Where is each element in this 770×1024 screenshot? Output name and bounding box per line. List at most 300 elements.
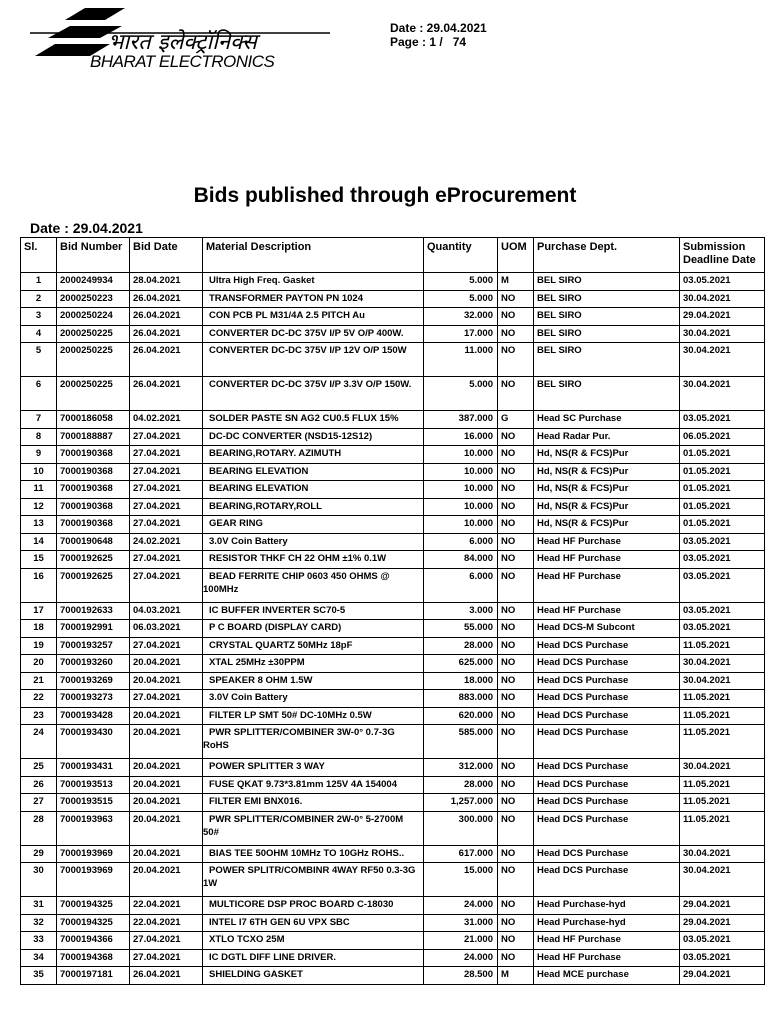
- table-row: [21, 463, 765, 481]
- cell-bid-number: 7000193515: [57, 794, 130, 812]
- cell-bid-date: 24.02.2021: [130, 533, 203, 551]
- cell-bid-number: 7000190368: [57, 481, 130, 499]
- header-meta: [390, 21, 487, 49]
- cell-deadline: 01.05.2021: [680, 463, 765, 481]
- cell-quantity: 6.000: [424, 533, 498, 551]
- cell-purchase-dept: Head DCS Purchase: [534, 655, 680, 673]
- cell-quantity: 18.000: [424, 672, 498, 690]
- cell-quantity: 24.000: [424, 949, 498, 967]
- cell-purchase-dept: Head DCS Purchase: [534, 690, 680, 708]
- cell-quantity: 28.000: [424, 637, 498, 655]
- cell-quantity: 32.000: [424, 308, 498, 326]
- cell-purchase-dept: Head DCS Purchase: [534, 707, 680, 725]
- cell-quantity: 31.000: [424, 914, 498, 932]
- cell-material-description: IC BUFFER INVERTER SC70-5: [203, 602, 424, 620]
- cell-quantity: 10.000: [424, 446, 498, 464]
- cell-deadline: 29.04.2021: [680, 914, 765, 932]
- cell-uom: NO: [498, 463, 534, 481]
- cell-deadline: 03.05.2021: [680, 949, 765, 967]
- cell-serial: 27: [21, 794, 57, 812]
- cell-bid-number: 7000192991: [57, 620, 130, 638]
- cell-purchase-dept: BEL SIRO: [534, 325, 680, 343]
- cell-material-description: SOLDER PASTE SN AG2 CU0.5 FLUX 15%: [203, 411, 424, 429]
- bel-logo: [30, 6, 340, 76]
- cell-deadline: 06.05.2021: [680, 428, 765, 446]
- cell-bid-number: 7000193257: [57, 637, 130, 655]
- cell-bid-number: 7000193260: [57, 655, 130, 673]
- cell-purchase-dept: Head DCS Purchase: [534, 776, 680, 794]
- cell-bid-number: 7000190368: [57, 516, 130, 534]
- cell-serial: 12: [21, 498, 57, 516]
- cell-material-description: BEARING ELEVATION: [203, 463, 424, 481]
- cell-quantity: 617.000: [424, 845, 498, 863]
- table-row: [21, 411, 765, 429]
- column-header: Bid Date: [130, 238, 203, 273]
- cell-serial: 30: [21, 863, 57, 897]
- cell-bid-date: 06.03.2021: [130, 620, 203, 638]
- table-row: [21, 707, 765, 725]
- cell-serial: 16: [21, 568, 57, 602]
- cell-bid-number: 7000186058: [57, 411, 130, 429]
- cell-bid-number: 7000192625: [57, 568, 130, 602]
- cell-quantity: 24.000: [424, 897, 498, 915]
- cell-deadline: 30.04.2021: [680, 759, 765, 777]
- column-header: Material Description: [203, 238, 424, 273]
- cell-material-description: FILTER LP SMT 50# DC-10MHz 0.5W: [203, 707, 424, 725]
- cell-purchase-dept: Head HF Purchase: [534, 568, 680, 602]
- column-header: Sl.: [21, 238, 57, 273]
- page-number: Page : 1 / 74: [390, 35, 467, 49]
- table-row: [21, 377, 765, 411]
- cell-uom: NO: [498, 533, 534, 551]
- cell-serial: 24: [21, 725, 57, 759]
- cell-material-description: BEAD FERRITE CHIP 0603 450 OHMS @ 100MHz: [203, 568, 424, 602]
- cell-deadline: 30.04.2021: [680, 863, 765, 897]
- cell-uom: NO: [498, 914, 534, 932]
- cell-quantity: 5.000: [424, 290, 498, 308]
- cell-serial: 33: [21, 932, 57, 950]
- cell-uom: NO: [498, 897, 534, 915]
- cell-serial: 11: [21, 481, 57, 499]
- cell-quantity: 3.000: [424, 602, 498, 620]
- cell-serial: 9: [21, 446, 57, 464]
- cell-deadline: 03.05.2021: [680, 273, 765, 291]
- cell-purchase-dept: Head HF Purchase: [534, 551, 680, 569]
- cell-deadline: 03.05.2021: [680, 932, 765, 950]
- cell-uom: NO: [498, 811, 534, 845]
- cell-purchase-dept: Head SC Purchase: [534, 411, 680, 429]
- table-row: [21, 551, 765, 569]
- cell-deadline: 11.05.2021: [680, 776, 765, 794]
- cell-deadline: 03.05.2021: [680, 568, 765, 602]
- cell-uom: NO: [498, 690, 534, 708]
- cell-bid-date: 20.04.2021: [130, 672, 203, 690]
- cell-bid-date: 20.04.2021: [130, 776, 203, 794]
- cell-deadline: 03.05.2021: [680, 620, 765, 638]
- cell-material-description: INTEL I7 6TH GEN 6U VPX SBC: [203, 914, 424, 932]
- cell-bid-number: 7000192625: [57, 551, 130, 569]
- cell-quantity: 300.000: [424, 811, 498, 845]
- cell-serial: 3: [21, 308, 57, 326]
- cell-quantity: 10.000: [424, 463, 498, 481]
- cell-deadline: 30.04.2021: [680, 845, 765, 863]
- logo-english-text: BHARAT ELECTRONICS: [90, 52, 275, 71]
- cell-quantity: 55.000: [424, 620, 498, 638]
- cell-material-description: TRANSFORMER PAYTON PN 1024: [203, 290, 424, 308]
- cell-purchase-dept: Head Radar Pur.: [534, 428, 680, 446]
- table-row: [21, 325, 765, 343]
- cell-quantity: 28.000: [424, 776, 498, 794]
- cell-deadline: 03.05.2021: [680, 551, 765, 569]
- cell-bid-number: 7000193269: [57, 672, 130, 690]
- cell-purchase-dept: Head HF Purchase: [534, 949, 680, 967]
- cell-material-description: BEARING ELEVATION: [203, 481, 424, 499]
- cell-quantity: 312.000: [424, 759, 498, 777]
- cell-uom: NO: [498, 516, 534, 534]
- cell-bid-number: 7000194325: [57, 897, 130, 915]
- cell-material-description: FUSE QKAT 9.73*3.81mm 125V 4A 154004: [203, 776, 424, 794]
- table-row: [21, 602, 765, 620]
- page-title: Bids published through eProcurement: [193, 184, 577, 207]
- table-row: [21, 759, 765, 777]
- cell-quantity: 84.000: [424, 551, 498, 569]
- cell-deadline: 03.05.2021: [680, 533, 765, 551]
- cell-quantity: 11.000: [424, 343, 498, 377]
- bids-table: [20, 237, 765, 985]
- cell-uom: NO: [498, 725, 534, 759]
- cell-deadline: 01.05.2021: [680, 498, 765, 516]
- cell-bid-date: 26.04.2021: [130, 343, 203, 377]
- cell-material-description: CONVERTER DC-DC 375V I/P 5V O/P 400W.: [203, 325, 424, 343]
- cell-material-description: GEAR RING: [203, 516, 424, 534]
- table-row: [21, 428, 765, 446]
- cell-quantity: 28.500: [424, 967, 498, 985]
- table-row: [21, 897, 765, 915]
- cell-bid-date: 20.04.2021: [130, 707, 203, 725]
- table-row: [21, 863, 765, 897]
- cell-bid-date: 27.04.2021: [130, 551, 203, 569]
- cell-purchase-dept: Head DCS Purchase: [534, 759, 680, 777]
- cell-material-description: CONVERTER DC-DC 375V I/P 12V O/P 150W: [203, 343, 424, 377]
- cell-material-description: POWER SPLITR/COMBINR 4WAY RF50 0.3-3G 1W: [203, 863, 424, 897]
- logo-hindi-text: भारत इलेक्ट्रॉनिक्स: [108, 30, 257, 55]
- cell-bid-number: 7000197181: [57, 967, 130, 985]
- cell-deadline: 30.04.2021: [680, 655, 765, 673]
- cell-purchase-dept: Head DCS Purchase: [534, 637, 680, 655]
- cell-uom: NO: [498, 949, 534, 967]
- cell-purchase-dept: Head DCS Purchase: [534, 863, 680, 897]
- cell-serial: 4: [21, 325, 57, 343]
- cell-uom: NO: [498, 602, 534, 620]
- table-row: [21, 914, 765, 932]
- table-row: [21, 481, 765, 499]
- column-header: Submission Deadline Date: [680, 238, 765, 273]
- cell-purchase-dept: Head DCS Purchase: [534, 845, 680, 863]
- cell-serial: 20: [21, 655, 57, 673]
- cell-material-description: CON PCB PL M31/4A 2.5 PITCH Au: [203, 308, 424, 326]
- cell-deadline: 30.04.2021: [680, 325, 765, 343]
- table-row: [21, 845, 765, 863]
- cell-purchase-dept: Head DCS Purchase: [534, 794, 680, 812]
- cell-quantity: 21.000: [424, 932, 498, 950]
- cell-serial: 29: [21, 845, 57, 863]
- cell-uom: M: [498, 967, 534, 985]
- cell-deadline: 11.05.2021: [680, 637, 765, 655]
- cell-bid-date: 22.04.2021: [130, 914, 203, 932]
- column-header: UOM: [498, 238, 534, 273]
- cell-bid-date: 20.04.2021: [130, 655, 203, 673]
- date-line: Date : 29.04.2021: [30, 220, 143, 236]
- cell-bid-date: 27.04.2021: [130, 516, 203, 534]
- cell-bid-date: 27.04.2021: [130, 481, 203, 499]
- table-row: [21, 620, 765, 638]
- cell-uom: NO: [498, 325, 534, 343]
- cell-purchase-dept: Head HF Purchase: [534, 602, 680, 620]
- cell-material-description: XTLO TCXO 25M: [203, 932, 424, 950]
- cell-deadline: 30.04.2021: [680, 290, 765, 308]
- cell-purchase-dept: Head Purchase-hyd: [534, 897, 680, 915]
- cell-serial: 35: [21, 967, 57, 985]
- cell-bid-date: 27.04.2021: [130, 690, 203, 708]
- cell-bid-date: 20.04.2021: [130, 725, 203, 759]
- cell-quantity: 6.000: [424, 568, 498, 602]
- cell-purchase-dept: BEL SIRO: [534, 273, 680, 291]
- cell-purchase-dept: BEL SIRO: [534, 343, 680, 377]
- cell-purchase-dept: BEL SIRO: [534, 377, 680, 411]
- cell-bid-date: 27.04.2021: [130, 428, 203, 446]
- cell-uom: NO: [498, 428, 534, 446]
- cell-uom: NO: [498, 446, 534, 464]
- cell-material-description: PWR SPLITTER/COMBINER 3W-0° 0.7-3G RoHS: [203, 725, 424, 759]
- cell-quantity: 620.000: [424, 707, 498, 725]
- cell-uom: NO: [498, 794, 534, 812]
- cell-bid-number: 7000188887: [57, 428, 130, 446]
- cell-bid-date: 20.04.2021: [130, 845, 203, 863]
- cell-bid-date: 26.04.2021: [130, 377, 203, 411]
- cell-quantity: 5.000: [424, 273, 498, 291]
- cell-uom: NO: [498, 551, 534, 569]
- cell-deadline: 29.04.2021: [680, 308, 765, 326]
- cell-deadline: 11.05.2021: [680, 811, 765, 845]
- table-row: [21, 794, 765, 812]
- cell-uom: NO: [498, 637, 534, 655]
- cell-serial: 10: [21, 463, 57, 481]
- table-row: [21, 776, 765, 794]
- cell-uom: G: [498, 411, 534, 429]
- cell-uom: NO: [498, 498, 534, 516]
- cell-serial: 32: [21, 914, 57, 932]
- cell-bid-number: 2000250223: [57, 290, 130, 308]
- cell-uom: NO: [498, 308, 534, 326]
- table-row: [21, 568, 765, 602]
- cell-bid-number: 7000193428: [57, 707, 130, 725]
- table-row: [21, 672, 765, 690]
- cell-bid-number: 2000250224: [57, 308, 130, 326]
- cell-bid-number: 2000250225: [57, 377, 130, 411]
- cell-deadline: 11.05.2021: [680, 794, 765, 812]
- cell-deadline: 11.05.2021: [680, 707, 765, 725]
- cell-bid-date: 22.04.2021: [130, 897, 203, 915]
- cell-purchase-dept: Head DCS Purchase: [534, 725, 680, 759]
- cell-bid-number: 7000194325: [57, 914, 130, 932]
- cell-bid-number: 7000190648: [57, 533, 130, 551]
- cell-deadline: 01.05.2021: [680, 516, 765, 534]
- cell-serial: 6: [21, 377, 57, 411]
- cell-serial: 8: [21, 428, 57, 446]
- cell-bid-number: 7000190368: [57, 463, 130, 481]
- table-row: [21, 637, 765, 655]
- cell-serial: 26: [21, 776, 57, 794]
- cell-deadline: 29.04.2021: [680, 897, 765, 915]
- cell-serial: 23: [21, 707, 57, 725]
- cell-purchase-dept: BEL SIRO: [534, 308, 680, 326]
- cell-bid-date: 20.04.2021: [130, 811, 203, 845]
- cell-quantity: 585.000: [424, 725, 498, 759]
- cell-purchase-dept: Head HF Purchase: [534, 533, 680, 551]
- cell-quantity: 15.000: [424, 863, 498, 897]
- cell-purchase-dept: Hd, NS(R & FCS)Pur: [534, 498, 680, 516]
- cell-material-description: POWER SPLITTER 3 WAY: [203, 759, 424, 777]
- table-row: [21, 690, 765, 708]
- cell-bid-number: 7000190368: [57, 446, 130, 464]
- cell-uom: NO: [498, 290, 534, 308]
- cell-serial: 34: [21, 949, 57, 967]
- column-header: Purchase Dept.: [534, 238, 680, 273]
- cell-bid-number: 2000250225: [57, 343, 130, 377]
- cell-serial: 28: [21, 811, 57, 845]
- cell-quantity: 10.000: [424, 481, 498, 499]
- cell-bid-number: 7000194368: [57, 949, 130, 967]
- cell-deadline: 29.04.2021: [680, 967, 765, 985]
- cell-purchase-dept: Head MCE purchase: [534, 967, 680, 985]
- column-header: Bid Number: [57, 238, 130, 273]
- cell-material-description: SHIELDING GASKET: [203, 967, 424, 985]
- cell-uom: NO: [498, 343, 534, 377]
- table-row: [21, 343, 765, 377]
- cell-uom: NO: [498, 377, 534, 411]
- cell-quantity: 1,257.000: [424, 794, 498, 812]
- cell-quantity: 625.000: [424, 655, 498, 673]
- cell-material-description: BIAS TEE 50OHM 10MHz TO 10GHz ROHS..: [203, 845, 424, 863]
- cell-material-description: BEARING,ROTARY. AZIMUTH: [203, 446, 424, 464]
- cell-material-description: PWR SPLITTER/COMBINER 2W-0° 5-2700M 50#: [203, 811, 424, 845]
- cell-bid-date: 26.04.2021: [130, 325, 203, 343]
- cell-uom: NO: [498, 620, 534, 638]
- table-row: [21, 811, 765, 845]
- cell-bid-date: 26.04.2021: [130, 308, 203, 326]
- cell-uom: NO: [498, 845, 534, 863]
- table-row: [21, 533, 765, 551]
- cell-serial: 15: [21, 551, 57, 569]
- cell-uom: NO: [498, 655, 534, 673]
- cell-deadline: 01.05.2021: [680, 446, 765, 464]
- table-row: [21, 498, 765, 516]
- cell-bid-number: 2000249934: [57, 273, 130, 291]
- cell-serial: 22: [21, 690, 57, 708]
- cell-material-description: DC-DC CONVERTER (NSD15-12S12): [203, 428, 424, 446]
- cell-bid-date: 28.04.2021: [130, 273, 203, 291]
- cell-deadline: 01.05.2021: [680, 481, 765, 499]
- table-row: [21, 725, 765, 759]
- cell-bid-date: 27.04.2021: [130, 498, 203, 516]
- table-row: [21, 516, 765, 534]
- cell-purchase-dept: Head Purchase-hyd: [534, 914, 680, 932]
- cell-bid-date: 26.04.2021: [130, 967, 203, 985]
- header-date: Date : 29.04.2021: [390, 21, 487, 35]
- cell-purchase-dept: Head DCS Purchase: [534, 811, 680, 845]
- cell-bid-number: 7000193273: [57, 690, 130, 708]
- cell-material-description: P C BOARD (DISPLAY CARD): [203, 620, 424, 638]
- cell-deadline: 11.05.2021: [680, 690, 765, 708]
- cell-bid-date: 26.04.2021: [130, 290, 203, 308]
- cell-deadline: 11.05.2021: [680, 725, 765, 759]
- cell-bid-date: 04.02.2021: [130, 411, 203, 429]
- cell-quantity: 5.000: [424, 377, 498, 411]
- cell-material-description: Ultra High Freq. Gasket: [203, 273, 424, 291]
- cell-quantity: 883.000: [424, 690, 498, 708]
- table-row: [21, 949, 765, 967]
- cell-uom: NO: [498, 672, 534, 690]
- cell-quantity: 10.000: [424, 498, 498, 516]
- cell-quantity: 17.000: [424, 325, 498, 343]
- cell-uom: NO: [498, 759, 534, 777]
- cell-quantity: 387.000: [424, 411, 498, 429]
- cell-deadline: 30.04.2021: [680, 377, 765, 411]
- cell-bid-date: 27.04.2021: [130, 932, 203, 950]
- cell-serial: 18: [21, 620, 57, 638]
- cell-serial: 19: [21, 637, 57, 655]
- cell-bid-date: 27.04.2021: [130, 568, 203, 602]
- table-row: [21, 273, 765, 291]
- cell-serial: 14: [21, 533, 57, 551]
- cell-uom: M: [498, 273, 534, 291]
- cell-material-description: 3.0V Coin Battery: [203, 690, 424, 708]
- cell-bid-number: 7000193963: [57, 811, 130, 845]
- cell-material-description: SPEAKER 8 OHM 1.5W: [203, 672, 424, 690]
- cell-serial: 5: [21, 343, 57, 377]
- cell-bid-date: 04.03.2021: [130, 602, 203, 620]
- cell-material-description: CRYSTAL QUARTZ 50MHz 18pF: [203, 637, 424, 655]
- cell-material-description: XTAL 25MHz ±30PPM: [203, 655, 424, 673]
- cell-serial: 7: [21, 411, 57, 429]
- cell-material-description: RESISTOR THKF CH 22 OHM ±1% 0.1W: [203, 551, 424, 569]
- table-row: [21, 932, 765, 950]
- cell-uom: NO: [498, 776, 534, 794]
- table-row: [21, 308, 765, 326]
- cell-material-description: FILTER EMI BNX016.: [203, 794, 424, 812]
- cell-bid-number: 7000190368: [57, 498, 130, 516]
- cell-bid-number: 7000192633: [57, 602, 130, 620]
- cell-bid-date: 27.04.2021: [130, 446, 203, 464]
- cell-bid-number: 7000194366: [57, 932, 130, 950]
- cell-bid-number: 7000193969: [57, 845, 130, 863]
- table-row: [21, 446, 765, 464]
- cell-uom: NO: [498, 568, 534, 602]
- cell-serial: 1: [21, 273, 57, 291]
- cell-serial: 17: [21, 602, 57, 620]
- cell-serial: 31: [21, 897, 57, 915]
- cell-purchase-dept: BEL SIRO: [534, 290, 680, 308]
- cell-bid-number: 7000193513: [57, 776, 130, 794]
- table-row: [21, 967, 765, 985]
- cell-bid-number: 7000193969: [57, 863, 130, 897]
- cell-serial: 2: [21, 290, 57, 308]
- table-header-row: [21, 238, 765, 273]
- cell-purchase-dept: Hd, NS(R & FCS)Pur: [534, 516, 680, 534]
- cell-material-description: BEARING,ROTARY,ROLL: [203, 498, 424, 516]
- cell-deadline: 03.05.2021: [680, 602, 765, 620]
- cell-bid-date: 27.04.2021: [130, 949, 203, 967]
